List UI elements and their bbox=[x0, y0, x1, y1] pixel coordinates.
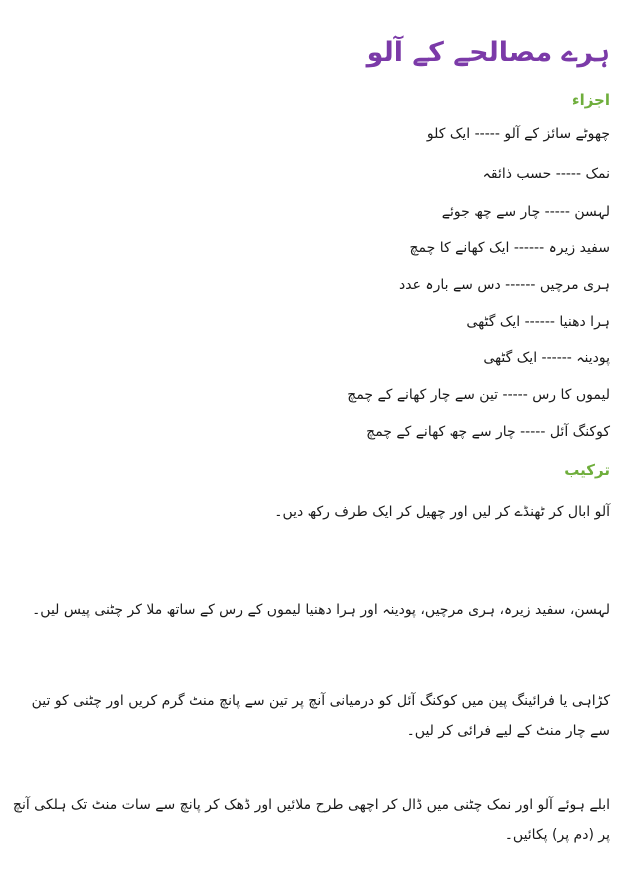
ingredient-item: کوکنگ آئل ----- چار سے چھ کھانے کے چمچ bbox=[366, 424, 610, 440]
ingredients-heading: اجزاء bbox=[571, 91, 610, 109]
ingredient-item: ہری مرچیں ------ دس سے بارہ عدد bbox=[399, 277, 610, 293]
method-step: ابلے ہوئے آلو اور نمک چٹنی میں ڈال کر اچھی طرح ملائیں اور ڈھک کر پانچ سے سات منٹ تک ہلکی آنچ پر (دم پر) پکائیں۔ bbox=[12, 797, 610, 843]
method-step: کڑاہی یا فرائینگ پین میں کوکنگ آئل کو درمیانی آنچ پر تین سے پانچ منٹ گرم کریں اور چٹنی کو تین سے چار منٹ کے لیے فرائی کر لیں۔ bbox=[31, 693, 610, 739]
ingredient-item: ہرا دھنیا ------ ایک گٹھی bbox=[466, 314, 610, 330]
ingredient-item: لیموں کا رس ----- تین سے چار کھانے کے چمچ bbox=[347, 387, 610, 403]
method-step: لہسن، سفید زیرہ، ہری مرچیں، پودینہ اور ہرا دھنیا لیموں کے رس کے ساتھ ملا کر چٹنی پیس لیں۔ bbox=[32, 602, 610, 618]
ingredient-item: چھوٹے سائز کے آلو ----- ایک کلو bbox=[426, 126, 610, 142]
ingredient-item: سفید زیرہ ------ ایک کھانے کا چمچ bbox=[409, 240, 610, 256]
ingredient-item: لہسن ----- چار سے چھ جوئے bbox=[441, 204, 610, 220]
ingredient-item: پودینہ ------ ایک گٹھی bbox=[483, 350, 610, 366]
method-step: آلو ابال کر ٹھنڈے کر لیں اور چھیل کر ایک طرف رکھ دیں۔ bbox=[274, 504, 610, 520]
method-heading: ترکیب bbox=[564, 461, 610, 479]
ingredient-item: نمک ----- حسب ذائقہ bbox=[482, 166, 610, 182]
recipe-title: ہرے مصالحے کے آلو bbox=[366, 37, 610, 68]
